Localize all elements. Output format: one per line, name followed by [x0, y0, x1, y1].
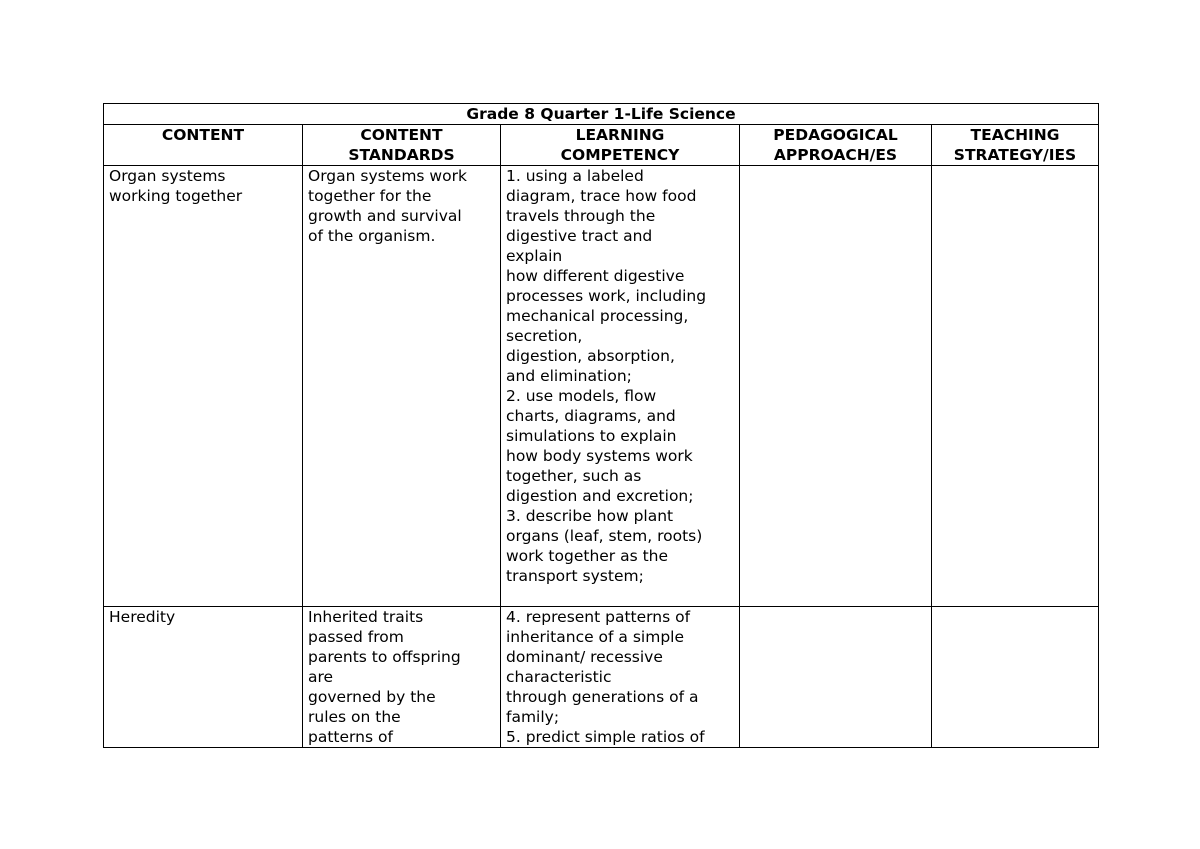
cell-line: are	[308, 668, 334, 686]
header-learning-competency	[501, 125, 740, 166]
cell-line: mechanical processing,	[506, 307, 689, 325]
cell-pedagogical-approach	[740, 607, 932, 748]
cell-line: 1. using a labeled	[506, 167, 644, 185]
cell-line: travels through the	[506, 207, 656, 225]
header-line: COMPETENCY	[560, 146, 680, 164]
header-line: CONTENT	[360, 126, 443, 144]
cell-line: parents to offspring	[308, 648, 461, 666]
cell-line: organs (leaf, stem, roots)	[506, 527, 703, 545]
cell-line: 4. represent patterns of	[506, 608, 691, 626]
table-title: Grade 8 Quarter 1-Life Science	[104, 104, 1099, 125]
cell-line: growth and survival	[308, 207, 462, 225]
cell-line: Heredity	[109, 608, 176, 626]
cell-line: secretion,	[506, 327, 583, 345]
cell-line: characteristic	[506, 668, 612, 686]
cell-teaching-strategy	[932, 607, 1099, 748]
cell-line: transport system;	[506, 567, 644, 585]
cell-teaching-strategy	[932, 166, 1099, 607]
cell-learning-competency	[501, 166, 740, 607]
header-line: APPROACH/ES	[773, 146, 898, 164]
cell-line: Organ systems work	[308, 167, 467, 185]
cell-line: together, such as	[506, 467, 642, 485]
cell-line: 5. predict simple ratios of	[506, 728, 705, 746]
cell-line: of the organism.	[308, 227, 436, 245]
cell-line: work together as the	[506, 547, 669, 565]
cell-line: patterns of	[308, 728, 393, 746]
cell-line: explain	[506, 247, 563, 265]
cell-line: family;	[506, 708, 560, 726]
cell-line: inheritance of a simple	[506, 628, 685, 646]
cell-line: digestion, absorption,	[506, 347, 675, 365]
table-row	[104, 607, 1099, 748]
cell-line: rules on the	[308, 708, 401, 726]
table-row	[104, 166, 1099, 607]
cell-line: passed from	[308, 628, 404, 646]
title-row	[104, 104, 1099, 125]
cell-line: how different digestive	[506, 267, 685, 285]
cell-line: digestion and excretion;	[506, 487, 694, 505]
header-line: PEDAGOGICAL	[773, 126, 898, 144]
cell-content-standards	[303, 166, 501, 607]
header-line: LEARNING	[575, 126, 665, 144]
curriculum-table	[103, 103, 1099, 748]
cell-content	[104, 607, 303, 748]
cell-line: Organ systems	[109, 167, 226, 185]
header-row	[104, 125, 1099, 166]
header-line: CONTENT	[161, 126, 245, 144]
cell-line: governed by the	[308, 688, 436, 706]
cell-content	[104, 166, 303, 607]
header-line: STANDARDS	[348, 146, 455, 164]
cell-line: diagram, trace how food	[506, 187, 697, 205]
cell-learning-competency	[501, 607, 740, 748]
cell-line: together for the	[308, 187, 432, 205]
cell-line: charts, diagrams, and	[506, 407, 676, 425]
cell-content-standards	[303, 607, 501, 748]
cell-line: and elimination;	[506, 367, 632, 385]
header-line: TEACHING	[970, 126, 1060, 144]
header-content	[104, 125, 303, 166]
cell-line: 3. describe how plant	[506, 507, 674, 525]
cell-line: how body systems work	[506, 447, 693, 465]
header-teaching-strategy	[932, 125, 1099, 166]
cell-line: dominant/ recessive	[506, 648, 663, 666]
cell-pedagogical-approach	[740, 166, 932, 607]
cell-line: Inherited traits	[308, 608, 424, 626]
header-pedagogical-approach	[740, 125, 932, 166]
header-line: STRATEGY/IES	[953, 146, 1077, 164]
cell-line: simulations to explain	[506, 427, 677, 445]
cell-line: working together	[109, 187, 243, 205]
cell-line: processes work, including	[506, 287, 707, 305]
cell-line: through generations of a	[506, 688, 699, 706]
cell-line: digestive tract and	[506, 227, 653, 245]
header-content-standards	[303, 125, 501, 166]
cell-line: 2. use models, flow	[506, 387, 657, 405]
